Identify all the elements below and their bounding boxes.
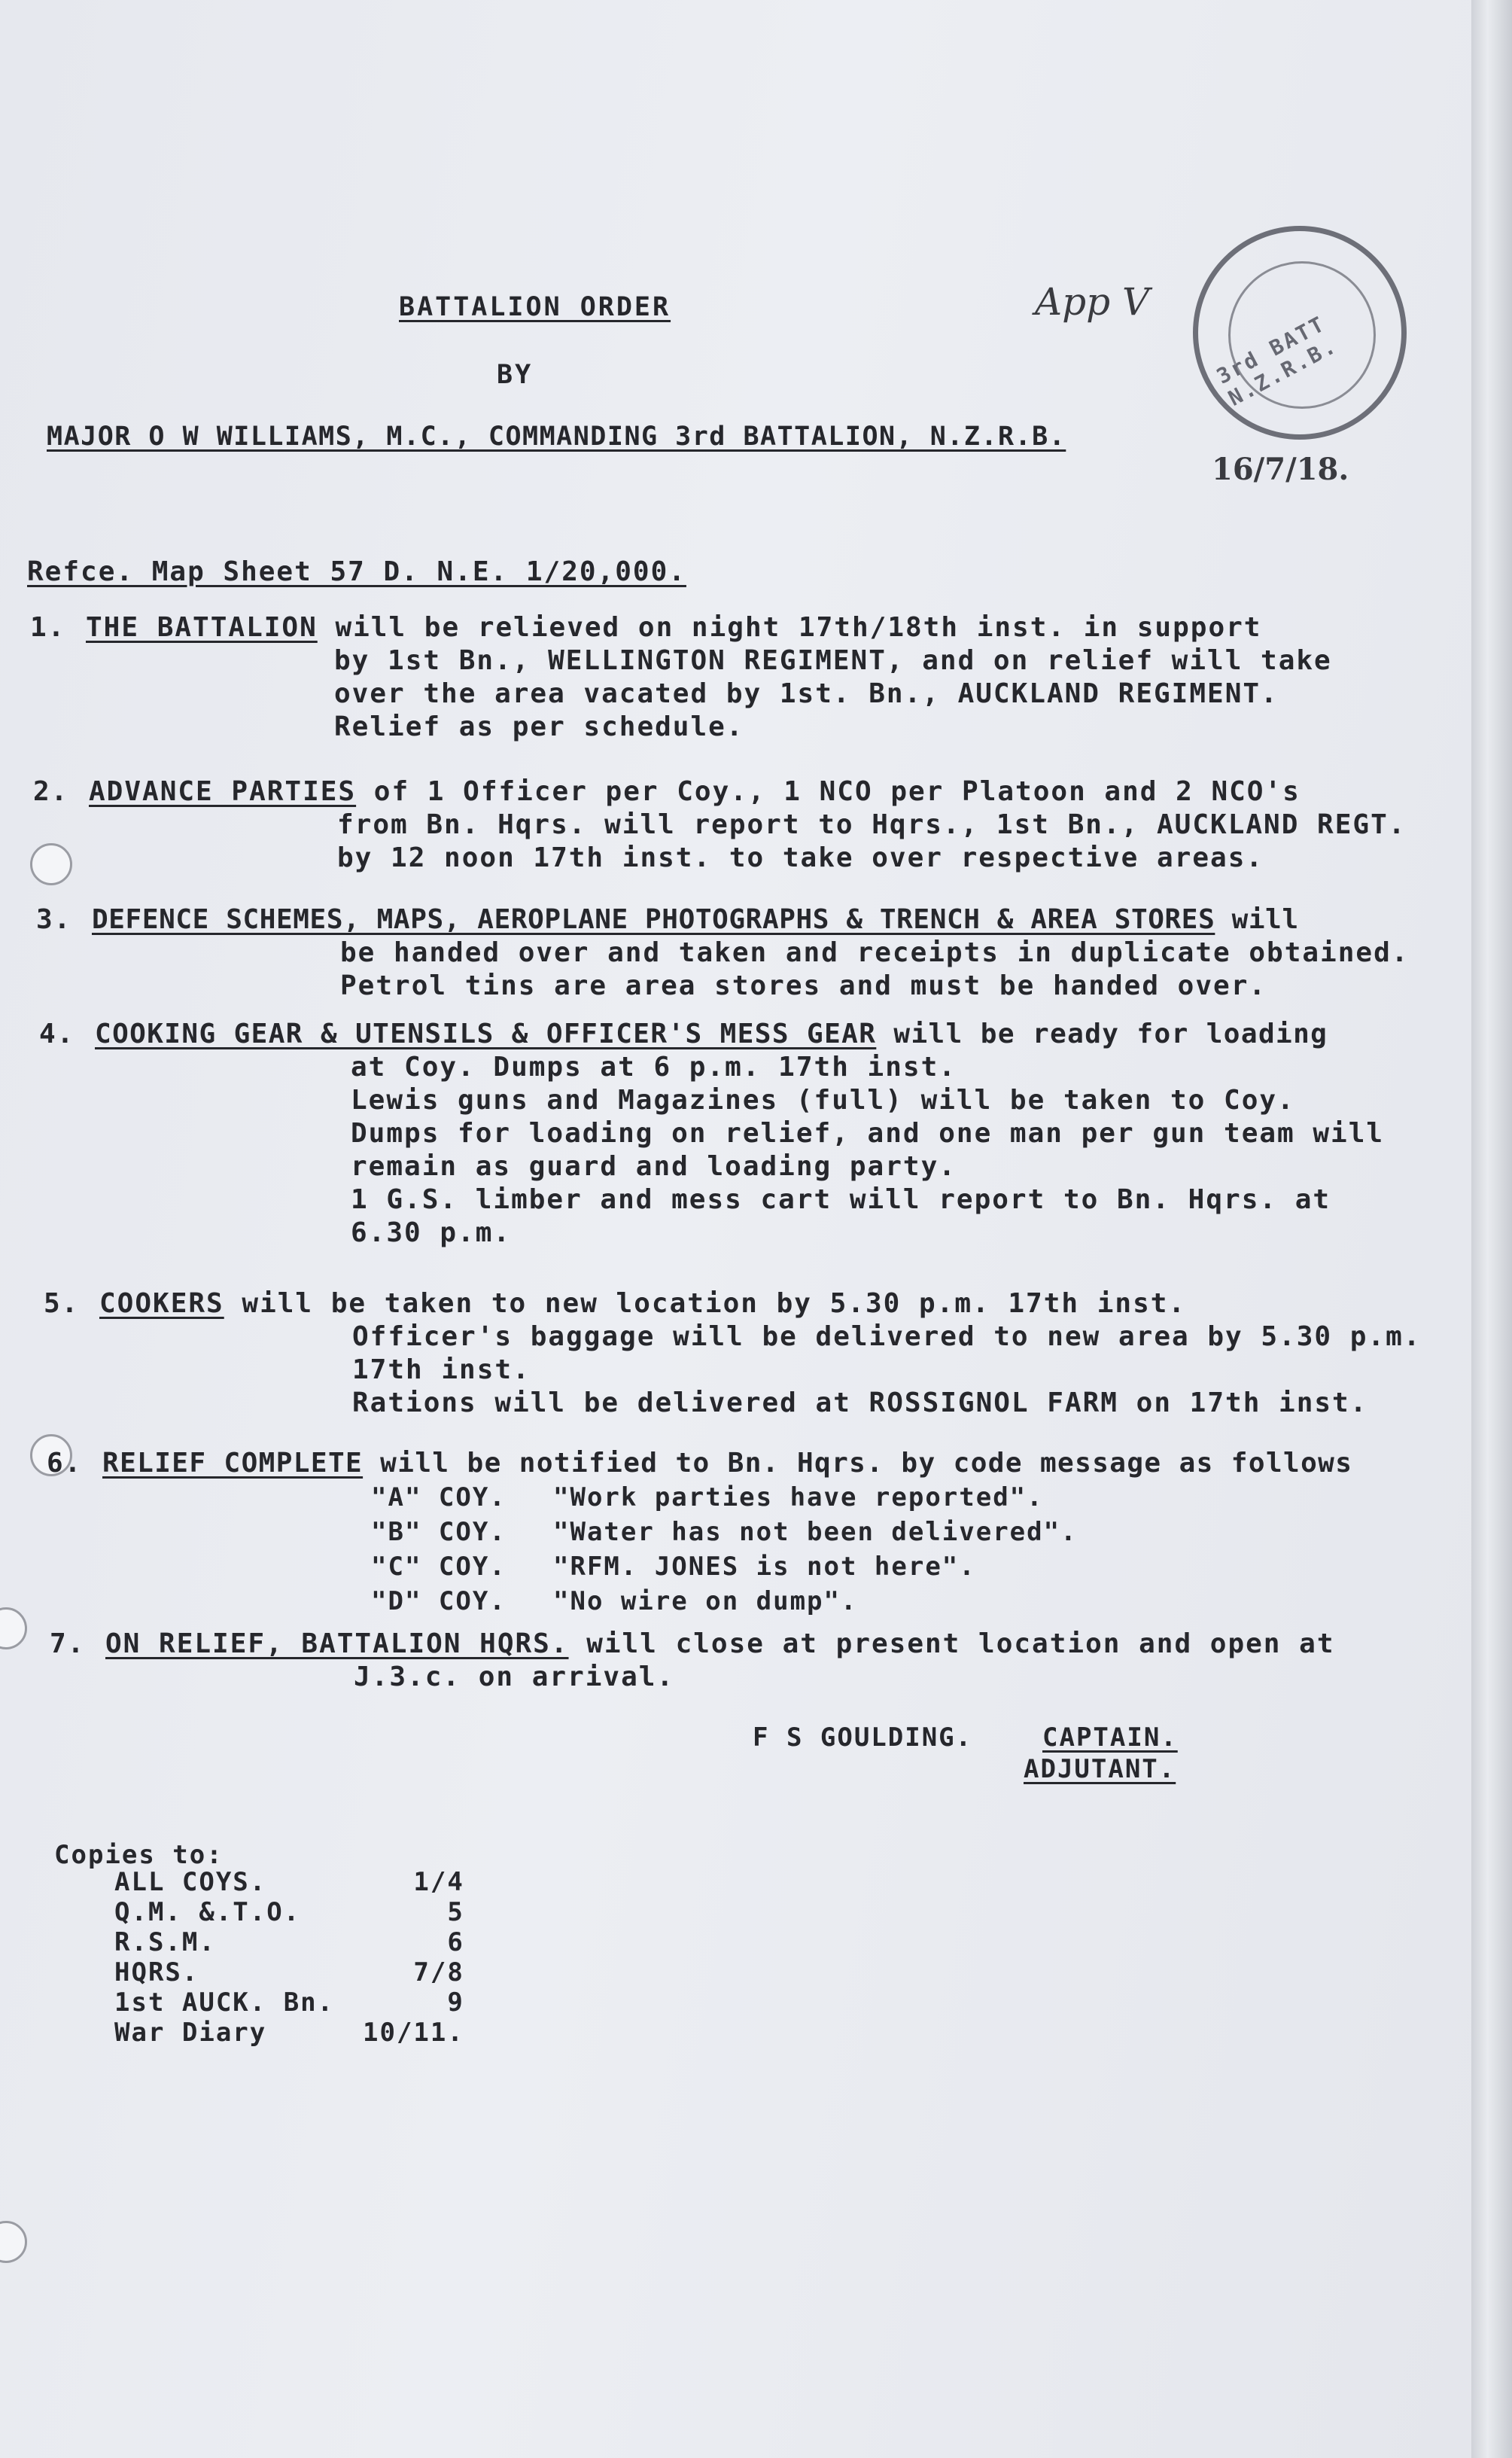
paragraph-7 (50, 1628, 1335, 1694)
battalion-stamp (1193, 226, 1407, 440)
paragraph-line: of 1 Officer per Coy., 1 NCO per Platoon and 2 NCO's (356, 776, 1301, 807)
table-row (370, 1549, 1078, 1584)
paragraph-2 (33, 775, 1406, 875)
code-message: "Work parties have reported". (553, 1482, 1044, 1512)
paragraph-number: 1. (30, 612, 66, 643)
paragraph-line: Relief as per schedule. (334, 711, 744, 742)
copy-number: 10/11. (363, 2018, 464, 2048)
paragraph-1 (30, 611, 1332, 744)
table-row (114, 2018, 464, 2048)
paragraph-line: will be notified to Bn. Hqrs. by code message as follows (363, 1448, 1353, 1479)
copies-label: Copies to: (54, 1840, 224, 1870)
signature-name: F S GOULDING. (753, 1722, 973, 1753)
paragraph-line: by 12 noon 17th inst. to take over respective areas. (337, 842, 1264, 873)
order-date: 16/7/18. (1212, 452, 1349, 487)
paragraph-heading: ADVANCE PARTIES (89, 776, 357, 807)
code-message: "Water has not been delivered". (553, 1517, 1078, 1547)
code-coy: "C" COY. (371, 1552, 507, 1582)
copy-number: 9 (447, 1987, 464, 2018)
code-coy: "B" COY. (371, 1517, 507, 1547)
code-message: "RFM. JONES is not here". (553, 1552, 976, 1582)
paragraph-line: J.3.c. on arrival. (354, 1662, 675, 1692)
copy-recipient: R.S.M. (114, 1927, 216, 1957)
paragraph-number: 3. (36, 904, 72, 935)
paragraph-line: Officer's baggage will be delivered to new area by 5.30 p.m. (352, 1321, 1422, 1352)
copy-recipient: ALL COYS. (114, 1867, 267, 1897)
paragraph-line: by 1st Bn., WELLINGTON REGIMENT, and on relief will take (334, 645, 1332, 676)
paragraph-number: 4. (39, 1019, 75, 1049)
paragraph-line: 1 G.S. limber and mess cart will report to Bn. Hqrs. at (351, 1184, 1331, 1215)
paragraph-5 (44, 1287, 1421, 1420)
paragraph-number: 5. (44, 1288, 80, 1319)
copy-number: 5 (447, 1897, 464, 1927)
paragraph-3 (36, 903, 1409, 1003)
copy-number: 1/4 (413, 1867, 464, 1897)
paragraph-line: be handed over and taken and receipts in duplicate obtained. (340, 937, 1410, 968)
page-edge (1471, 0, 1512, 2458)
paragraph-heading: COOKERS (99, 1288, 224, 1319)
map-reference: Refce. Map Sheet 57 D. N.E. 1/20,000. (27, 556, 686, 587)
copy-recipient: War Diary (114, 2018, 267, 2048)
paragraph-line: will close at present location and open at (568, 1628, 1335, 1659)
paragraph-line: from Bn. Hqrs. will report to Hqrs., 1st Bn., AUCKLAND REGT. (337, 809, 1407, 840)
paragraph-line: 17th inst. (352, 1354, 531, 1385)
copy-number: 7/8 (413, 1957, 464, 1987)
paragraph-heading: RELIEF COMPLETE (102, 1448, 364, 1479)
copy-number: 6 (447, 1927, 464, 1957)
paragraph-line: Lewis guns and Magazines (full) will be taken to Coy. (351, 1085, 1295, 1116)
copy-recipient: 1st AUCK. Bn. (114, 1987, 335, 2018)
paragraph-number: 6. (47, 1448, 83, 1479)
copy-recipient: HQRS. (114, 1957, 199, 1987)
paragraph-line: Dumps for loading on relief, and one man per gun team will (351, 1118, 1385, 1149)
table-row (114, 1987, 464, 2018)
paragraph-line: Petrol tins are area stores and must be handed over. (340, 970, 1267, 1001)
paragraph-line: will (1215, 904, 1299, 935)
table-row (114, 1957, 464, 1987)
paragraph-line: remain as guard and loading party. (351, 1151, 957, 1182)
table-row (114, 1867, 464, 1897)
appendix-mark: App V (1035, 280, 1150, 324)
paragraph-line: Rations will be delivered at ROSSIGNOL FARM on 17th inst. (352, 1387, 1368, 1418)
code-message: "No wire on dump". (553, 1586, 858, 1616)
table-row (370, 1584, 1078, 1619)
commander-line: MAJOR O W WILLIAMS, M.C., COMMANDING 3rd BATTALION, N.Z.R.B. (47, 422, 1066, 452)
paragraph-4 (39, 1018, 1384, 1250)
paragraph-heading: DEFENCE SCHEMES, MAPS, AEROPLANE PHOTOGRAPHS & TRENCH & AREA STORES (92, 904, 1215, 935)
paragraph-heading: COOKING GEAR & UTENSILS & OFFICER'S MESS GEAR (95, 1019, 877, 1049)
code-coy: "D" COY. (371, 1586, 507, 1616)
signature-rank: CAPTAIN. (1042, 1722, 1178, 1753)
paragraph-line: at Coy. Dumps at 6 p.m. 17th inst. (351, 1052, 957, 1083)
paragraph-line: 6.30 p.m. (351, 1217, 512, 1248)
code-coy: "A" COY. (371, 1482, 507, 1512)
stamp-text: 3rd BATT N.Z.R.B. (1212, 310, 1342, 411)
copy-recipient: Q.M. &.T.O. (114, 1897, 301, 1927)
signature-role: ADJUTANT. (1024, 1754, 1176, 1784)
table-row (370, 1515, 1078, 1549)
paragraph-number: 2. (33, 776, 69, 807)
table-row (370, 1480, 1078, 1515)
paragraph-line: will be taken to new location by 5.30 p.m. 17th inst. (224, 1288, 1187, 1319)
order-by: BY (497, 360, 534, 390)
paragraph-heading: THE BATTALION (86, 612, 318, 643)
paragraph-6 (47, 1447, 1352, 1619)
copies-table (114, 1867, 464, 2048)
paragraph-line: will be relieved on night 17th/18th inst. in support (317, 612, 1262, 643)
order-title: BATTALION ORDER (399, 292, 671, 322)
code-message-table (370, 1480, 1078, 1619)
table-row (114, 1927, 464, 1957)
paragraph-number: 7. (50, 1628, 86, 1659)
paragraph-line: will be ready for loading (876, 1019, 1328, 1049)
paragraph-line: over the area vacated by 1st. Bn., AUCKLAND REGIMENT. (334, 678, 1279, 709)
table-row (114, 1897, 464, 1927)
paragraph-heading: ON RELIEF, BATTALION HQRS. (105, 1628, 569, 1659)
